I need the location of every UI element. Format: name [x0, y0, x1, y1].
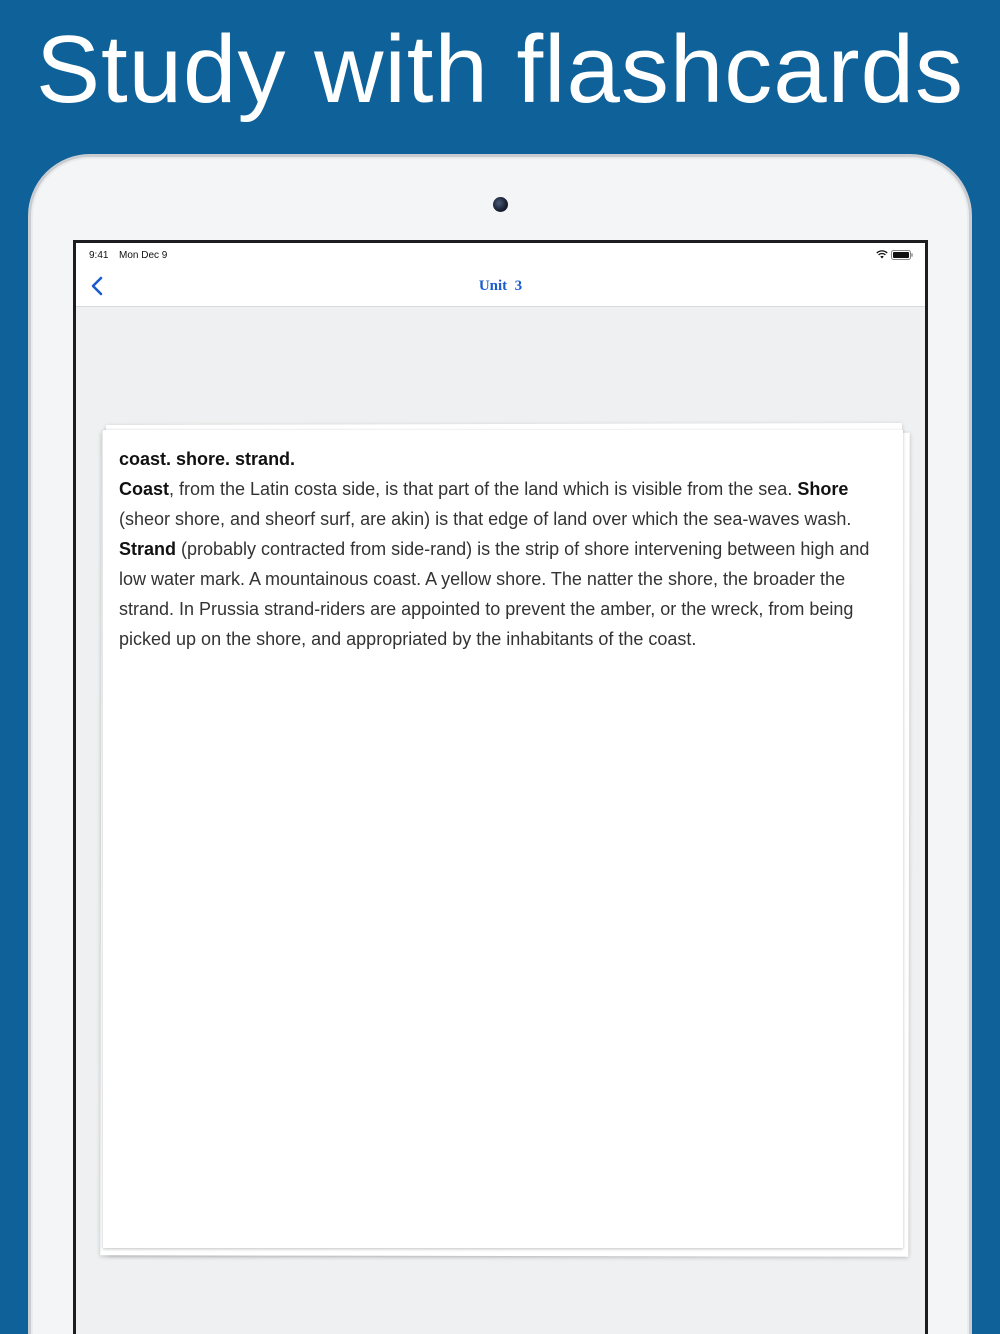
definition-text: (probably contracted from side-rand) is the strip of shore intervening between high and low water mark. A mountainous coast. A yellow shore. The natter the shore, the broader the strand. In Prussia strand-riders are appointed to prevent the amber, or the wreck, from being picked up on the shore, and appropriated by the inhabitants of the coast.: [119, 539, 870, 649]
definition-text: (sheor shore, and sheorf surf, are akin) is that edge of land over which the sea-waves wash.: [119, 509, 852, 529]
wifi-icon: [876, 250, 888, 259]
navigation-bar: [76, 265, 925, 307]
flashcard[interactable]: [103, 430, 903, 1248]
camera-icon: [493, 197, 508, 212]
nav-title: Unit 3: [478, 278, 523, 294]
status-date: Mon Dec 9: [119, 250, 168, 261]
status-bar: [76, 243, 925, 265]
status-time: 9:41: [89, 250, 109, 261]
battery-icon: [891, 250, 913, 260]
promo-headline: Study with flashcards: [35, 16, 965, 123]
chevron-left-icon: [90, 276, 104, 296]
term-strand: Strand: [119, 539, 177, 559]
flashcard-title: coast. shore. strand.: [119, 449, 296, 469]
flashcard-body: [119, 474, 887, 654]
term-shore: Shore: [797, 479, 849, 499]
term-coast: Coast: [119, 479, 170, 499]
back-button[interactable]: [84, 273, 110, 299]
definition-text: , from the Latin costa side, is that part of the land which is visible from the sea.: [169, 479, 798, 499]
flashcard-stack[interactable]: [97, 422, 913, 1262]
app-screen: [76, 243, 925, 1334]
tablet-screen: [73, 240, 928, 1334]
